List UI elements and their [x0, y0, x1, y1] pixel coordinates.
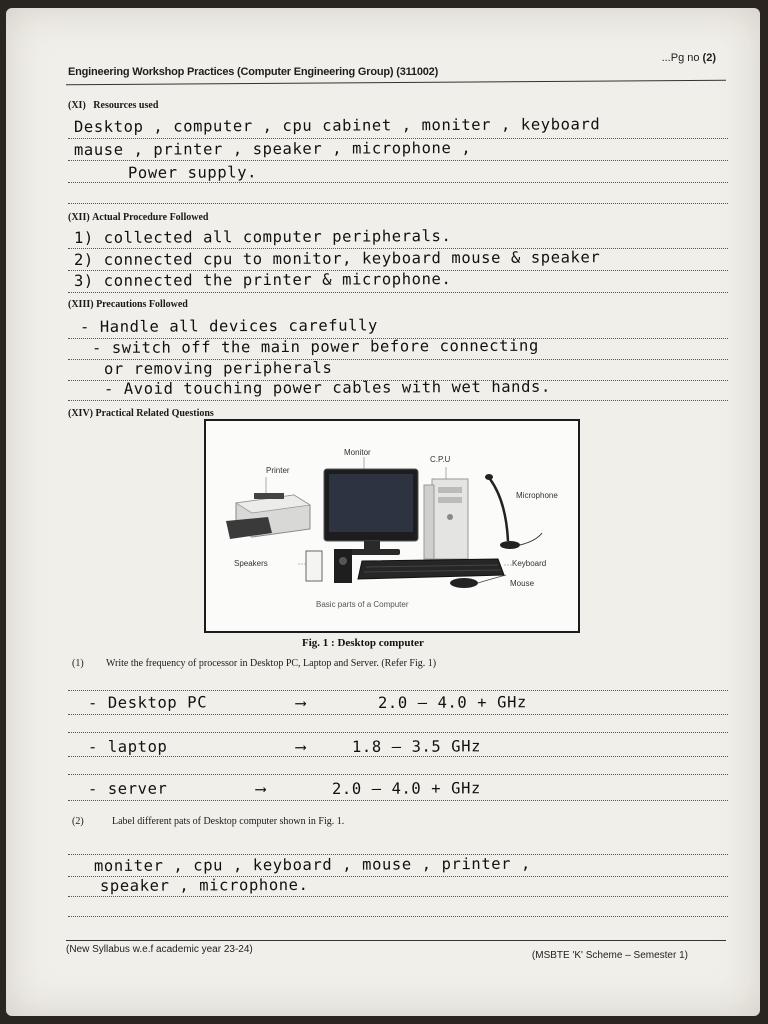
page-title: Engineering Workshop Practices (Computer Engineering Group) (311002)	[68, 66, 439, 78]
question-text: Label different pats of Desktop computer shown in Fig. 1.	[112, 816, 345, 827]
question-number: (1)	[72, 658, 84, 669]
ruled-line	[68, 714, 728, 715]
ruled-line	[68, 182, 728, 183]
ruled-line	[68, 160, 728, 161]
figure-label-microphone: Microphone	[516, 491, 558, 500]
printer-image	[226, 493, 310, 539]
figure-label-printer: Printer	[266, 466, 290, 475]
handwritten-line: 1) collected all computer peripherals.	[73, 227, 452, 247]
section-number: (XII)	[68, 212, 90, 223]
ruled-line	[68, 690, 728, 691]
arrow-glyph: ⟶	[255, 779, 266, 798]
section-heading-resources	[68, 100, 158, 111]
answer-value: 2.0 — 4.0 + GHz	[377, 693, 527, 712]
section-number: (XI)	[68, 100, 86, 111]
answer-label: - server	[87, 779, 168, 798]
section-heading-procedure	[68, 212, 208, 223]
answer-value: 1.8 — 3.5 GHz	[351, 737, 482, 756]
desktop-computer-figure	[204, 419, 580, 633]
worksheet-page	[6, 8, 760, 1016]
handwritten-line: or removing peripherals	[103, 358, 333, 378]
footer-scheme: (MSBTE 'K' Scheme – Semester 1)	[531, 950, 688, 961]
page-number-prefix: ...Pg no	[661, 52, 703, 64]
figure-caption: Fig. 1 : Desktop computer	[302, 637, 424, 649]
figure-label-cpu: C.P.U	[430, 455, 451, 464]
footer-divider	[66, 940, 726, 941]
ruled-line	[68, 800, 728, 801]
ruled-line	[68, 400, 728, 401]
ruled-line	[68, 916, 728, 917]
section-number: (XIII)	[68, 299, 94, 310]
answer-label: - Desktop PC	[87, 693, 208, 712]
ruled-line	[68, 203, 728, 204]
section-title: Precautions Followed	[96, 299, 188, 310]
question-text: Write the frequency of processor in Desktop PC, Laptop and Server. (Refer Fig. 1)	[106, 658, 437, 669]
mouse-image	[450, 575, 506, 588]
section-title: Resources used	[93, 100, 159, 111]
section-heading-questions	[68, 408, 214, 419]
page-number-value: (2)	[702, 52, 716, 64]
handwritten-line: 3) connected the printer & microphone.	[73, 270, 452, 290]
header-divider	[66, 80, 726, 86]
question-number: (2)	[72, 816, 84, 827]
answer-value: 2.0 — 4.0 + GHz	[331, 779, 481, 798]
microphone-image	[485, 474, 542, 549]
handwritten-line: moniter , cpu , keyboard , mouse , printer ,	[93, 854, 531, 875]
answer-label: - laptop	[87, 737, 168, 756]
figure-label-speakers: Speakers	[234, 559, 268, 568]
page-number	[662, 52, 716, 64]
monitor-image	[324, 469, 418, 555]
keyboard-image	[358, 559, 504, 579]
cpu-cabinet-image	[424, 479, 468, 559]
handwritten-line: - Handle all devices carefully	[79, 316, 378, 336]
handwritten-line: 2) connected cpu to monitor, keyboard mouse & speaker	[73, 248, 601, 269]
handwritten-line: Power supply.	[127, 163, 258, 182]
section-number: (XIV)	[68, 408, 93, 419]
figure-label-monitor: Monitor	[344, 448, 371, 457]
ruled-line	[68, 774, 728, 775]
handwritten-line: mause , printer , speaker , microphone ,	[73, 138, 472, 159]
handwritten-line: - Avoid touching power cables with wet hands.	[103, 377, 551, 398]
figure-label-keyboard: Keyboard	[512, 559, 547, 568]
ruled-line	[68, 292, 728, 293]
section-title: Actual Procedure Followed	[92, 212, 209, 223]
arrow-glyph: ⟶	[295, 693, 306, 712]
handwritten-line: Desktop , computer , cpu cabinet , moniter , keyboard	[73, 115, 601, 136]
arrow-glyph: ⟶	[295, 737, 306, 756]
handwritten-line: speaker , microphone.	[99, 875, 309, 895]
ruled-line	[68, 732, 728, 733]
speakers-image	[306, 549, 352, 583]
figure-inner-caption: Basic parts of a Computer	[316, 600, 409, 609]
section-title: Practical Related Questions	[95, 408, 214, 419]
handwritten-line: - switch off the main power before connecting	[91, 336, 539, 357]
figure-label-mouse: Mouse	[510, 579, 535, 588]
section-heading-precautions	[68, 299, 188, 310]
ruled-line	[68, 756, 728, 757]
ruled-line	[68, 896, 728, 897]
footer-syllabus: (New Syllabus w.e.f academic year 23-24)	[66, 944, 253, 955]
